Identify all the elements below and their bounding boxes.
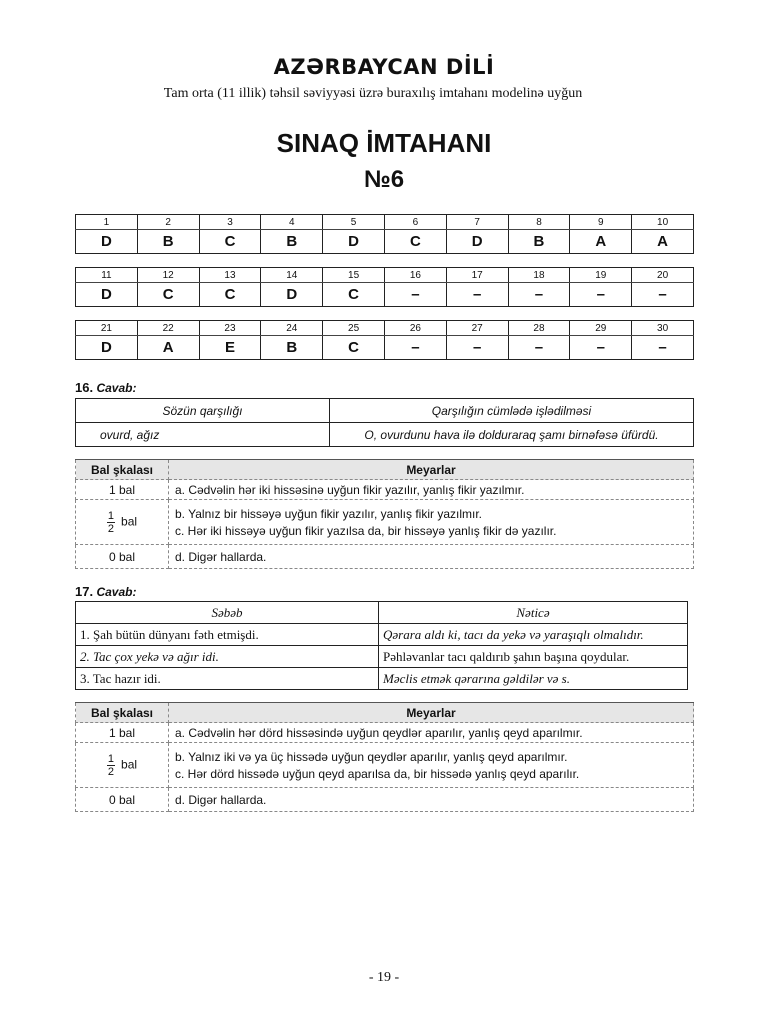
subtitle: Tam orta (11 illik) təhsil səviyyəsi üzrə buraxılış imtahanı modelinə uyğun bbox=[163, 86, 583, 101]
answer-value: – bbox=[570, 283, 632, 307]
question-number: 17 bbox=[446, 268, 508, 283]
column-header: Bal şkalası bbox=[76, 460, 169, 480]
question-number: 3 bbox=[199, 215, 261, 230]
question-number: 24 bbox=[261, 321, 323, 336]
column-header: Səbəb bbox=[76, 602, 379, 624]
answer-value: C bbox=[137, 283, 199, 307]
criteria-c: c. Hər iki hissəyə uyğun fikir yazılsa da, bir hissəyə yanlış fikir də yazılır. bbox=[175, 523, 557, 538]
question-number: 23 bbox=[199, 321, 261, 336]
answer-value: D bbox=[76, 283, 138, 307]
question-number: 9 bbox=[570, 215, 632, 230]
q17-criteria-table bbox=[75, 702, 694, 812]
question-number: 12 bbox=[137, 268, 199, 283]
criteria-text: a. Cədvəlin hər iki hissəsinə uyğun fikir yazılır, yanlış fikir yazılmır. bbox=[169, 480, 694, 500]
column-header: Meyarlar bbox=[169, 703, 694, 723]
cause-cell: 1. Şah bütün dünyanı fəth etmişdi. bbox=[76, 624, 379, 646]
question-number: 2 bbox=[137, 215, 199, 230]
question-number: 13 bbox=[199, 268, 261, 283]
criteria-c: c. Hər dörd hissədə uyğun qeyd aparılsa da, bir hissədə yanlış qeyd aparılır. bbox=[175, 766, 580, 781]
column-header: Bal şkalası bbox=[76, 703, 169, 723]
answer-value: E bbox=[199, 336, 261, 360]
question-number: 15 bbox=[323, 268, 385, 283]
question-number: 6 bbox=[384, 215, 446, 230]
subject-title: AZƏRBAYCAN DİLİ bbox=[273, 55, 495, 79]
question-number: 30 bbox=[632, 321, 694, 336]
score-unit: bal bbox=[121, 514, 138, 529]
q17-answer-table bbox=[75, 601, 688, 690]
question-number: 10 bbox=[632, 215, 694, 230]
criteria-b: b. Yalnız bir hissəyə uyğun fikir yazılır, yanlış fikir yazılmır. bbox=[175, 506, 482, 521]
criteria-text bbox=[169, 500, 694, 545]
question-number: 28 bbox=[508, 321, 570, 336]
answer-value: C bbox=[199, 283, 261, 307]
answer-value: C bbox=[323, 283, 385, 307]
fraction-denominator: 2 bbox=[107, 765, 115, 778]
question-number: 22 bbox=[137, 321, 199, 336]
answer-value: D bbox=[446, 230, 508, 254]
exam-number: №6 bbox=[363, 166, 405, 193]
column-header: Qarşılığın cümlədə işlədilməsi bbox=[330, 399, 694, 423]
answer-value: – bbox=[632, 283, 694, 307]
answer-value: – bbox=[446, 283, 508, 307]
criteria-b: b. Yalnız iki və ya üç hissədə uyğun qeydlər aparılır, yanlış qeyd aparılmır. bbox=[175, 749, 568, 764]
fraction-denominator: 2 bbox=[107, 522, 115, 535]
answer-value: – bbox=[508, 283, 570, 307]
answer-value: – bbox=[508, 336, 570, 360]
column-header: Nəticə bbox=[379, 602, 688, 624]
table-cell: ovurd, ağız bbox=[76, 423, 330, 447]
score-cell bbox=[76, 500, 169, 545]
page-number: - 19 - bbox=[368, 970, 400, 985]
answer-value: – bbox=[446, 336, 508, 360]
criteria-text: d. Digər hallarda. bbox=[169, 788, 694, 812]
question-16-heading: 16. Cavab: bbox=[75, 380, 137, 395]
answer-value: D bbox=[76, 230, 138, 254]
result-cell: Pəhləvanlar tacı qaldırıb şahın başına qoydular. bbox=[379, 646, 688, 668]
answer-value: C bbox=[323, 336, 385, 360]
criteria-text: d. Digər hallarda. bbox=[169, 545, 694, 569]
fraction-numerator: 1 bbox=[107, 509, 115, 522]
question-number: 19 bbox=[570, 268, 632, 283]
question-number: 1 bbox=[76, 215, 138, 230]
answer-key-table-3 bbox=[75, 320, 694, 360]
fraction bbox=[107, 510, 115, 535]
answer-value: B bbox=[261, 230, 323, 254]
question-number: 17 bbox=[75, 584, 90, 599]
q16-answer-table bbox=[75, 398, 694, 447]
column-header: Meyarlar bbox=[169, 460, 694, 480]
answer-key-table-1 bbox=[75, 214, 694, 254]
question-number: 14 bbox=[261, 268, 323, 283]
answer-value: A bbox=[632, 230, 694, 254]
question-number: 7 bbox=[446, 215, 508, 230]
score-cell: 1 bal bbox=[76, 723, 169, 743]
answer-value: – bbox=[570, 336, 632, 360]
answer-value: A bbox=[137, 336, 199, 360]
question-number: 26 bbox=[384, 321, 446, 336]
question-number: 5 bbox=[323, 215, 385, 230]
question-number: 25 bbox=[323, 321, 385, 336]
question-number: 16 bbox=[75, 380, 90, 395]
result-cell: Məclis etmək qərarına gəldilər və s. bbox=[379, 668, 688, 690]
question-number: 29 bbox=[570, 321, 632, 336]
score-unit: bal bbox=[121, 757, 138, 772]
question-number: 20 bbox=[632, 268, 694, 283]
fraction-numerator: 1 bbox=[107, 752, 115, 765]
answer-value: B bbox=[508, 230, 570, 254]
column-header: Sözün qarşılığı bbox=[76, 399, 330, 423]
score-cell: 0 bal bbox=[76, 788, 169, 812]
q16-criteria-table bbox=[75, 459, 694, 569]
question-number: 18 bbox=[508, 268, 570, 283]
score-cell bbox=[76, 743, 169, 788]
answer-value: – bbox=[632, 336, 694, 360]
answer-value: D bbox=[323, 230, 385, 254]
score-cell: 1 bal bbox=[76, 480, 169, 500]
question-17-heading: 17. Cavab: bbox=[75, 584, 137, 599]
exam-title: SINAQ İMTAHANI bbox=[276, 128, 492, 158]
answer-value: D bbox=[261, 283, 323, 307]
answer-value: – bbox=[384, 336, 446, 360]
criteria-text: a. Cədvəlin hər dörd hissəsində uyğun qeydlər aparılır, yanlış qeyd aparılmır. bbox=[169, 723, 694, 743]
answer-label: Cavab: bbox=[96, 585, 137, 599]
answer-key-table-2 bbox=[75, 267, 694, 307]
answer-value: – bbox=[384, 283, 446, 307]
question-number: 11 bbox=[76, 268, 138, 283]
result-cell: Qərara aldı ki, tacı da yekə və yaraşıqlı olmalıdır. bbox=[379, 624, 688, 646]
question-number: 21 bbox=[76, 321, 138, 336]
score-cell: 0 bal bbox=[76, 545, 169, 569]
question-number: 27 bbox=[446, 321, 508, 336]
table-cell: O, ovurdunu hava ilə dolduraraq şamı birnəfəsə üfürdü. bbox=[330, 423, 694, 447]
answer-value: C bbox=[384, 230, 446, 254]
cause-cell: 2. Tac çox yekə və ağır idi. bbox=[76, 646, 379, 668]
question-number: 8 bbox=[508, 215, 570, 230]
question-number: 4 bbox=[261, 215, 323, 230]
answer-value: C bbox=[199, 230, 261, 254]
question-number: 16 bbox=[384, 268, 446, 283]
answer-value: B bbox=[261, 336, 323, 360]
criteria-text bbox=[169, 743, 694, 788]
answer-value: D bbox=[76, 336, 138, 360]
answer-value: B bbox=[137, 230, 199, 254]
answer-value: A bbox=[570, 230, 632, 254]
cause-cell: 3. Tac hazır idi. bbox=[76, 668, 379, 690]
answer-label: Cavab: bbox=[96, 381, 137, 395]
fraction bbox=[107, 753, 115, 778]
